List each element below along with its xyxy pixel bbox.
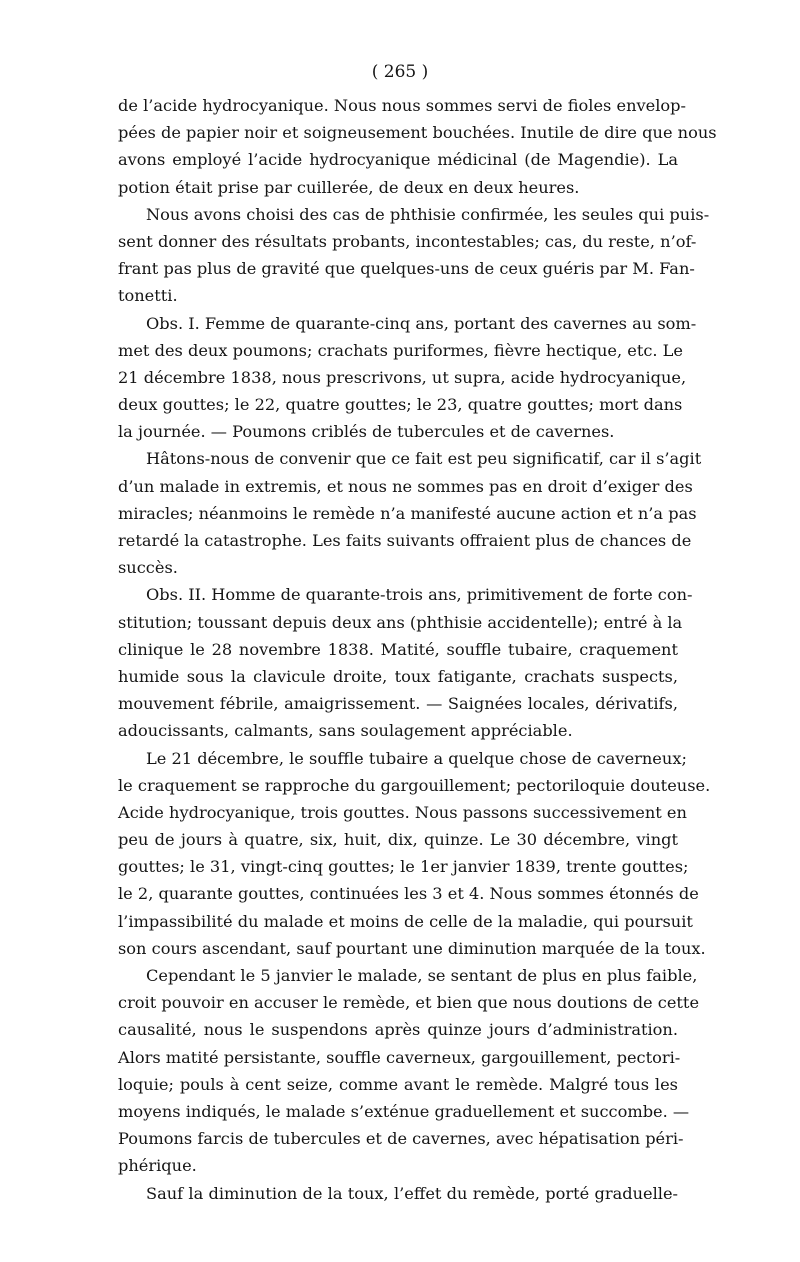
text-line: Nous avons choisi des cas de phthisie confirmée, les seules qui puis- [146,204,710,224]
text-line: phérique. [118,1156,197,1176]
text-line: croit pouvoir en accuser le remède, et bien que nous doutions de cette [118,993,700,1013]
text-line: moyens indiqués, le malade s’exténue graduellement et succombe. — [118,1101,690,1121]
text-line: succès. [118,558,178,578]
text-line: miracles; néanmoins le remède n’a manifesté aucune action et n’a pas [118,503,697,523]
text-line: Obs. I. Femme de quarante-cinq ans, portant des cavernes au som- [146,313,697,333]
text-line: frant pas plus de gravité que quelques-uns de ceux guéris par M. Fan- [118,259,695,279]
text-line: le craquement se rapproche du gargouillement; pectoriloquie douteuse. [118,775,711,795]
text-line: l’impassibilité du malade et moins de celle de la maladie, qui poursuit [118,911,693,931]
text-line: peu de jours à quatre, six, huit, dix, quinze. Le 30 décembre, vingt [118,830,678,850]
text-line: avons employé l’acide hydrocyanique médicinal (de Magendie). La [118,150,678,170]
text-line: la journée. — Poumons criblés de tubercules et de cavernes. [118,422,615,442]
text-line: tonetti. [118,286,178,306]
text-line: Hâtons-nous de convenir que ce fait est peu significatif, car il s’agit [146,449,702,469]
text-line: deux gouttes; le 22, quatre gouttes; le 23, quatre gouttes; mort dans [118,395,683,415]
text-line: humide sous la clavicule droite, toux fatigante, crachats suspects, [118,666,678,686]
text-line: mouvement fébrile, amaigrissement. — Saignées locales, dérivatifs, [118,694,678,714]
text-line: 21 décembre 1838, nous prescrivons, ut supra, acide hydrocyanique, [118,367,687,387]
text-line: pées de papier noir et soigneusement bouchées. Inutile de dire que nous [118,123,717,143]
page-number: ( 265 ) [371,62,429,82]
text-line: met des deux poumons; crachats puriformes, fièvre hectique, etc. Le [118,340,684,360]
text-line: sent donner des résultats probants, incontestables; cas, du reste, n’of- [118,231,697,251]
text-line: Poumons farcis de tubercules et de cavernes, avec hépatisation péri- [118,1129,684,1149]
text-line: retardé la catastrophe. Les faits suivants offraient plus de chances de [118,531,692,550]
text-line: Le 21 décembre, le souffle tubaire a quelque chose de caverneux; [146,748,687,768]
text-line: Cependant le 5 janvier le malade, se sentant de plus en plus faible, [146,966,698,985]
text-line: le 2, quarante gouttes, continuées les 3 et 4. Nous sommes étonnés de [118,884,699,904]
body-text [118,92,717,1207]
text-line: adoucissants, calmants, sans soulagement appréciable. [118,721,573,741]
text-line: son cours ascendant, sauf pourtant une diminution marquée de la toux. [118,938,706,958]
text-line: causalité, nous le suspendons après quinze jours d’administration. [118,1020,678,1040]
text-line: de l’acide hydrocyanique. Nous nous sommes servi de fioles envelop- [118,96,686,115]
text-line: potion était prise par cuillerée, de deux en deux heures. [118,177,580,197]
text-line: Acide hydrocyanique, trois gouttes. Nous passons successivement en [118,802,687,822]
text-line: d’un malade in extremis, et nous ne sommes pas en droit d’exiger des [118,476,693,496]
text-line: stitution; toussant depuis deux ans (phthisie accidentelle); entré à la [118,612,683,632]
text-line: Obs. II. Homme de quarante-trois ans, primitivement de forte con- [146,585,693,605]
text-line: Sauf la diminution de la toux, l’effet du remède, porté graduelle- [146,1183,678,1203]
text-line: gouttes; le 31, vingt-cinq gouttes; le 1er janvier 1839, trente gouttes; [118,857,689,877]
text-line: clinique le 28 novembre 1838. Matité, souffle tubaire, craquement [118,639,678,659]
text-line: Alors matité persistante, souffle caverneux, gargouillement, pectori- [118,1047,681,1067]
text-line: loquie; pouls à cent seize, comme avant le remède. Malgré tous les [118,1074,678,1094]
